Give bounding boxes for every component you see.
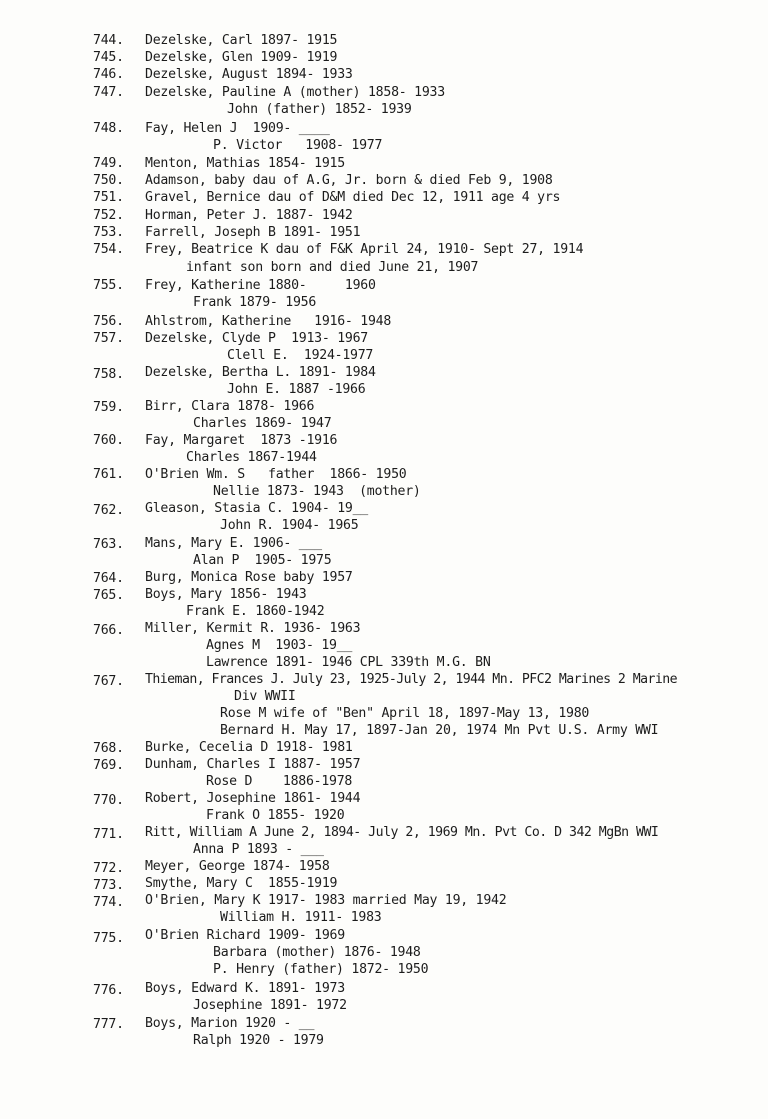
record-line: Frey, Katherine 1880- 1960 (145, 278, 376, 293)
record-number: 775. (93, 931, 124, 946)
record-line: O'Brien, Mary K 1917- 1983 married May 19, 1942 (145, 893, 507, 908)
record-number: 745. (93, 50, 124, 65)
record-subline: Barbara (mother) 1876- 1948 (213, 945, 421, 960)
record-subline: infant son born and died June 21, 1907 (186, 260, 479, 275)
record-subline: Bernard H. May 17, 1897-Jan 20, 1974 Mn Pvt U.S. Army WWI (220, 723, 659, 738)
record-number: 748. (93, 121, 124, 136)
record-line: O'Brien Richard 1909- 1969 (145, 928, 345, 943)
record-line: Frey, Beatrice K dau of F&K April 24, 1910- Sept 27, 1914 (145, 242, 584, 257)
record-line: Ahlstrom, Katherine 1916- 1948 (145, 314, 392, 329)
record-line: Dezelske, August 1894- 1933 (145, 67, 353, 82)
record-line: Boys, Edward K. 1891- 1973 (145, 981, 345, 996)
record-line: Boys, Marion 1920 - __ (145, 1016, 315, 1031)
record-number: 751. (93, 190, 124, 205)
record-subline: Charles 1867-1944 (186, 450, 317, 465)
record-number: 764. (93, 571, 124, 586)
record-subline: Charles 1869- 1947 (193, 416, 332, 431)
record-number: 757. (93, 331, 124, 346)
record-line: Robert, Josephine 1861- 1944 (145, 791, 361, 806)
record-number: 771. (93, 827, 124, 842)
record-line: Horman, Peter J. 1887- 1942 (145, 208, 353, 223)
record-subline: P. Henry (father) 1872- 1950 (213, 962, 429, 977)
record-line: Menton, Mathias 1854- 1915 (145, 156, 345, 171)
record-line: Mans, Mary E. 1906- ___ (145, 536, 322, 551)
record-line: Gleason, Stasia C. 1904- 19__ (145, 501, 368, 516)
record-line: O'Brien Wm. S father 1866- 1950 (145, 467, 407, 482)
record-number: 763. (93, 537, 124, 552)
record-subline: John E. 1887 -1966 (227, 382, 366, 397)
record-subline: Agnes M 1903- 19__ (206, 638, 353, 653)
record-subline: Rose D 1886-1978 (206, 774, 353, 789)
record-number: 766. (93, 623, 124, 638)
record-line: Ritt, William A June 2, 1894- July 2, 1969 Mn. Pvt Co. D 342 MgBn WWI (145, 825, 659, 840)
record-number: 767. (93, 674, 124, 689)
record-number: 755. (93, 278, 124, 293)
record-line: Meyer, George 1874- 1958 (145, 859, 330, 874)
record-number: 765. (93, 588, 124, 603)
record-number: 747. (93, 85, 124, 100)
record-number: 759. (93, 400, 124, 415)
record-number: 753. (93, 225, 124, 240)
record-number: 756. (93, 314, 124, 329)
record-subline: William H. 1911- 1983 (220, 910, 382, 925)
record-number: 768. (93, 741, 124, 756)
record-number: 761. (93, 467, 124, 482)
record-subline: Lawrence 1891- 1946 CPL 339th M.G. BN (206, 655, 491, 670)
record-number: 774. (93, 895, 124, 910)
record-line: Miller, Kermit R. 1936- 1963 (145, 621, 361, 636)
record-subline: Div WWII (234, 689, 296, 704)
record-line: Dezelske, Carl 1897- 1915 (145, 33, 338, 48)
record-subline: Frank E. 1860-1942 (186, 604, 325, 619)
record-number: 746. (93, 67, 124, 82)
record-line: Fay, Helen J 1909- ____ (145, 121, 330, 136)
record-line: Dezelske, Pauline A (mother) 1858- 1933 (145, 85, 445, 100)
record-line: Smythe, Mary C 1855-1919 (145, 876, 338, 891)
record-line: Fay, Margaret 1873 -1916 (145, 433, 338, 448)
record-number: 754. (93, 242, 124, 257)
record-number: 762. (93, 503, 124, 518)
record-line: Dezelske, Bertha L. 1891- 1984 (145, 365, 376, 380)
record-line: Burke, Cecelia D 1918- 1981 (145, 740, 353, 755)
record-line: Gravel, Bernice dau of D&M died Dec 12, 1911 age 4 yrs (145, 190, 561, 205)
record-line: Thieman, Frances J. July 23, 1925-July 2, 1944 Mn. PFC2 Marines 2 Marine (145, 672, 678, 687)
record-number: 749. (93, 156, 124, 171)
record-line: Dunham, Charles I 1887- 1957 (145, 757, 361, 772)
record-subline: Frank 1879- 1956 (193, 295, 317, 310)
record-subline: P. Victor 1908- 1977 (213, 138, 383, 153)
record-subline: John R. 1904- 1965 (220, 518, 359, 533)
record-line: Burg, Monica Rose baby 1957 (145, 570, 353, 585)
record-number: 769. (93, 758, 124, 773)
record-subline: Josephine 1891- 1972 (193, 998, 347, 1013)
record-subline: Ralph 1920 - 1979 (193, 1033, 324, 1048)
record-line: Farrell, Joseph B 1891- 1951 (145, 225, 361, 240)
record-subline: Nellie 1873- 1943 (mother) (213, 484, 421, 499)
record-number: 750. (93, 173, 124, 188)
record-number: 760. (93, 433, 124, 448)
record-number: 752. (93, 208, 124, 223)
record-line: Boys, Mary 1856- 1943 (145, 587, 307, 602)
record-subline: Frank O 1855- 1920 (206, 808, 345, 823)
record-line: Adamson, baby dau of A.G, Jr. born & died Feb 9, 1908 (145, 173, 553, 188)
record-subline: Anna P 1893 - ___ (193, 842, 324, 857)
record-number: 776. (93, 983, 124, 998)
record-number: 772. (93, 861, 124, 876)
record-number: 758. (93, 367, 124, 382)
record-subline: Alan P 1905- 1975 (193, 553, 332, 568)
record-subline: Clell E. 1924-1977 (227, 348, 374, 363)
record-line: Dezelske, Glen 1909- 1919 (145, 50, 338, 65)
record-number: 744. (93, 33, 124, 48)
record-line: Dezelske, Clyde P 1913- 1967 (145, 331, 368, 346)
record-subline: John (father) 1852- 1939 (227, 102, 412, 117)
record-line: Birr, Clara 1878- 1966 (145, 399, 315, 414)
record-number: 773. (93, 878, 124, 893)
record-number: 777. (93, 1017, 124, 1032)
record-number: 770. (93, 793, 124, 808)
record-subline: Rose M wife of "Ben" April 18, 1897-May 13, 1980 (220, 706, 590, 721)
